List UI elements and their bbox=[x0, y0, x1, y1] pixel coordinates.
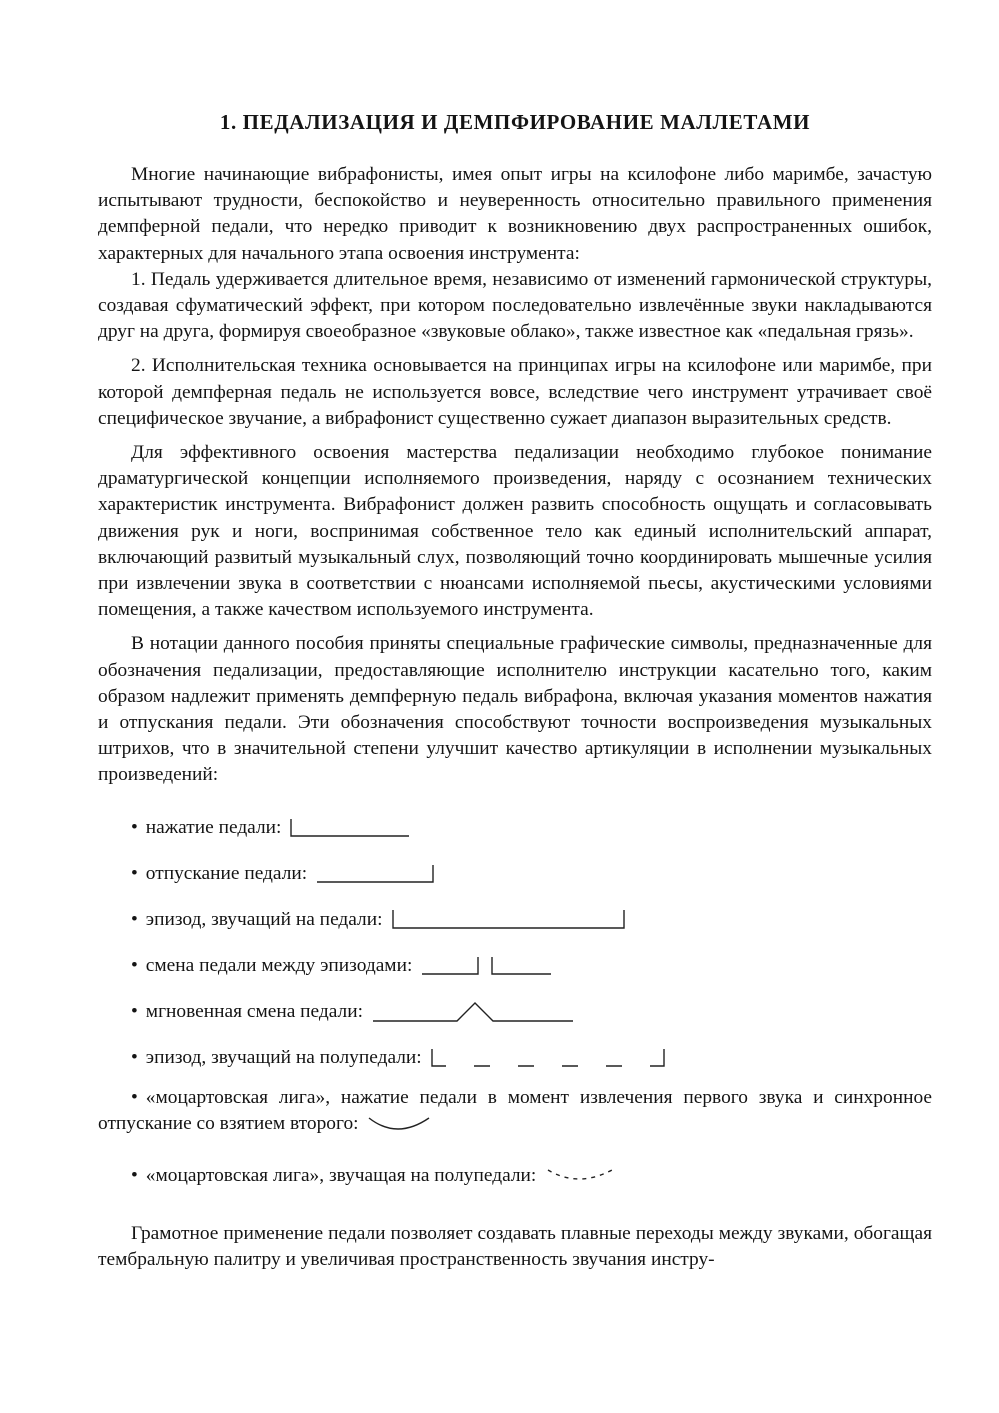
pedal-symbol-legend bbox=[98, 805, 932, 1199]
bullet: • bbox=[131, 1046, 138, 1068]
bullet: • bbox=[131, 816, 138, 838]
legend-item bbox=[98, 943, 932, 989]
legend-item bbox=[98, 1035, 932, 1081]
paragraph-intro: Многие начинающие вибрафонисты, имея опыт игры на ксилофоне либо маримбе, зачастую испытывают трудности, беспокойство и неуверенность относительно правильного применения демпферной педали, что нередко приводит к возникновению двух распространенных ошибок, характерных для начального этапа освоения инструмента: bbox=[98, 164, 932, 264]
bullet: • bbox=[131, 862, 138, 884]
legend-text: «моцартовская лига», нажатие педали в момент извлечения первого звука и синхронное отпускание со взятием второго: bbox=[98, 1086, 932, 1134]
legend-text: мгновенная смена педали: bbox=[145, 1000, 363, 1022]
legend-item bbox=[98, 851, 932, 897]
legend-item bbox=[98, 897, 932, 943]
section-heading: 1. ПЕДАЛИЗАЦИЯ И ДЕМПФИРОВАНИЕ МАЛЛЕТАМИ bbox=[219, 110, 811, 134]
paragraph-mastery: Для эффективного освоения мастерства педализации необходимо глубокое понимание драматургической концепции исполняемого произведения, наряду с осознанием технических характеристик инструмента. Вибрафонист должен развить способность ощущать и согласовывать движения рук и ноги, воспринимая собственное тело как единый исполнительский аппарат, включающий развитый музыкальный слух, позволяющий точно координировать мышечные усилия при извлечении звука в соответствии с нюансами исполняемой пьесы, акустическими условиями помещения, а также качеством используемого инструмента. bbox=[98, 442, 932, 621]
mozart-slur-half-pedal-icon bbox=[544, 1166, 616, 1186]
half-pedal-episode-icon bbox=[430, 1047, 668, 1069]
bullet: • bbox=[131, 908, 138, 930]
legend-item bbox=[98, 989, 932, 1035]
bullet: • bbox=[131, 1086, 138, 1108]
legend-text: смена педали между эпизодами: bbox=[145, 954, 413, 976]
paragraph-closing: Грамотное применение педали позволяет создавать плавные переходы между звуками, обогащая тембральную палитру и увеличивая пространственность звучания инстру- bbox=[98, 1222, 932, 1270]
bullet: • bbox=[131, 1164, 138, 1186]
legend-item bbox=[98, 1153, 932, 1199]
bullet: • bbox=[131, 1000, 138, 1022]
page bbox=[98, 100, 932, 1273]
pedal-release-icon bbox=[315, 863, 437, 885]
bullet: • bbox=[131, 954, 138, 976]
legend-text: отпускание педали: bbox=[145, 862, 308, 884]
mozart-slur-icon bbox=[367, 1114, 431, 1134]
paragraph-notation: В нотации данного пособия приняты специальные графические символы, предназначенные для обозначения педализации, предоставляющие исполнителю инструкции касательно того, каким образом надлежит применять демпферную педаль вибрафона, включая указания моментов нажатия и отпускания педали. Эти обозначения способствуют точности воспроизведения музыкальных штрихов, что в значительной степени улучшит качество артикуляции в исполнении музыкальных произведений: bbox=[98, 633, 932, 786]
legend-item bbox=[98, 1085, 932, 1137]
pedal-change-icon bbox=[420, 955, 554, 977]
legend-text: «моцартовская лига», звучащая на полупедали: bbox=[145, 1164, 537, 1186]
paragraph-error-1: 1. Педаль удерживается длительное время, независимо от изменений гармонической структуры, создавая сфуматический эффект, при котором последовательно извлечённые звуки накладываются друг на друга, формируя своеобразное «звуковые облако», также известное как «педальная грязь». bbox=[98, 268, 932, 343]
pedal-instant-change-icon bbox=[371, 1000, 577, 1024]
legend-text: эпизод, звучащий на педали: bbox=[145, 908, 383, 930]
pedal-press-icon bbox=[289, 817, 411, 839]
legend-text: нажатие педали: bbox=[145, 816, 282, 838]
pedal-episode-icon bbox=[391, 908, 627, 932]
paragraph-error-2: 2. Исполнительская техника основывается на принципах игры на ксилофоне или маримбе, при которой демпферная педаль не используется вовсе, вследствие чего инструмент утрачивает своё специфическое звучание, а вибрафонист существенно сужает диапазон выразительных средств. bbox=[98, 355, 932, 429]
legend-item bbox=[98, 805, 932, 851]
legend-text: эпизод, звучащий на полупедали: bbox=[145, 1046, 422, 1068]
